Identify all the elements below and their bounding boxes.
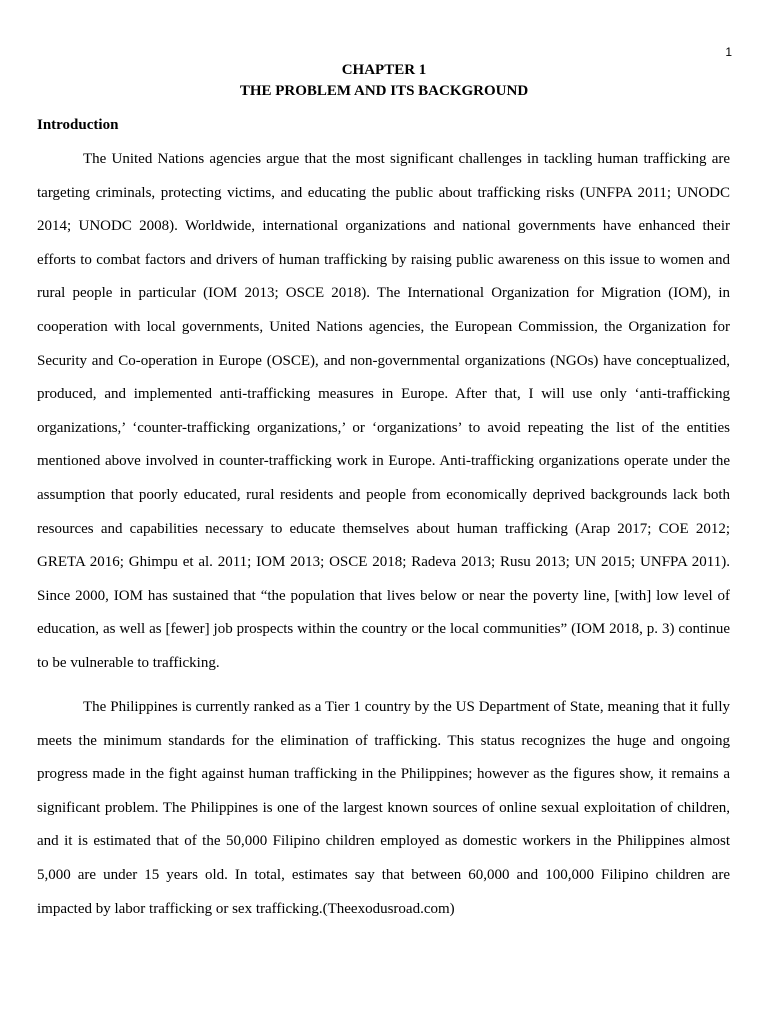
body-paragraph-2: The Philippines is currently ranked as a Tier 1 country by the US Department of State, meaning that it fully meets the minimum standards for the elimination of trafficking. This status recognizes the huge and ongoing progress made in the fight against human trafficking in the Philippines; however as the figures show, it remains a significant problem. The Philippines is one of the largest known sources of online sexual exploitation of children, and it is estimated that of the 50,000 Filipino children employed as domestic workers in the Philippines almost 5,000 are under 15 years old. In total, estimates say that between 60,000 and 100,000 Filipino children are impacted by labor trafficking or sex trafficking.(Theexodusroad.com) — [37, 699, 730, 917]
chapter-number: CHAPTER 1 — [341, 62, 427, 78]
section-heading-introduction: Introduction — [37, 117, 119, 133]
chapter-heading — [0, 60, 768, 102]
body-paragraph-1: The United Nations agencies argue that the most significant challenges in tackling human trafficking are targeting criminals, protecting victims, and educating the public about trafficking risks (UNFPA 2011; UNODC 2014; UNODC 2008). Worldwide, international organizations and national governments have enhanced their efforts to combat factors and drivers of human trafficking by raising public awareness on this issue to women and rural people in particular (IOM 2013; OSCE 2018). The International Organization for Migration (IOM), in cooperation with local governments, United Nations agencies, the European Commission, the Organization for Security and Co-operation in Europe (OSCE), and non-governmental organizations (NGOs) have conceptualized, produced, and implemented anti-trafficking measures in Europe. After that, I will use only ‘anti-trafficking organizations,’ ‘counter-trafficking organizations,’ or ‘organizations’ to avoid repeating the list of the entities mentioned above involved in counter-trafficking work in Europe. Anti-trafficking organizations operate under the assumption that poorly educated, rural residents and people from economically deprived backgrounds lack both resources and capabilities necessary to educate themselves about human trafficking (Arap 2017; COE 2012; GRETA 2016; Ghimpu et al. 2011; IOM 2013; OSCE 2018; Radeva 2013; Rusu 2013; UN 2015; UNFPA 2011). Since 2000, IOM has sustained that “the population that lives below or near the poverty line, [with] low level of education, as well as [fewer] job prospects within the country or the local communities” (IOM 2018, p. 3) continue to be vulnerable to trafficking. — [37, 151, 730, 671]
chapter-title: THE PROBLEM AND ITS BACKGROUND — [239, 83, 529, 99]
page-number: 1 — [725, 45, 732, 59]
